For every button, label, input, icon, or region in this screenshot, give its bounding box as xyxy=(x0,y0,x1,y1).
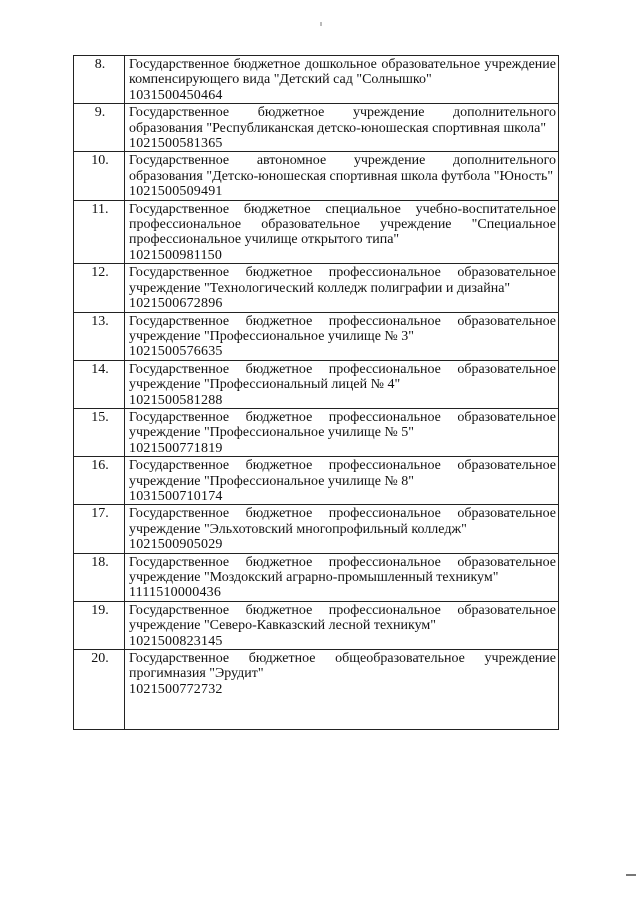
row-content xyxy=(125,650,559,730)
row-content xyxy=(125,264,559,312)
institution-name: Государственное бюджетное профессиональное образовательное учреждение "Моздокский аграрно-промышленный техникум" xyxy=(129,554,556,585)
institution-name: Государственное бюджетное дошкольное образовательное учреждение компенсирующего вида "Детский сад "Солнышко" xyxy=(129,57,556,88)
table-row xyxy=(74,264,559,312)
registration-number: 1021500672896 xyxy=(129,296,223,312)
row-number: 8. xyxy=(74,56,125,104)
row-number: 19. xyxy=(74,601,125,649)
table-row xyxy=(74,104,559,152)
row-number: 10. xyxy=(74,152,125,200)
scan-speck xyxy=(320,22,322,26)
table-row xyxy=(74,553,559,601)
institution-name: Государственное бюджетное профессиональное образовательное учреждение "Профессиональное училище № 3" xyxy=(129,313,556,344)
row-content xyxy=(125,152,559,200)
row-content xyxy=(125,457,559,505)
row-number: 9. xyxy=(74,104,125,152)
table-row xyxy=(74,457,559,505)
institution-name: Государственное бюджетное профессиональное образовательное учреждение "Технологический колледж полиграфии и дизайна" xyxy=(129,265,556,296)
institution-name: Государственное бюджетное профессиональное образовательное учреждение "Профессиональное училище № 5" xyxy=(129,409,556,441)
table-row xyxy=(74,56,559,104)
table-row xyxy=(74,505,559,553)
registration-number: 1021500771819 xyxy=(129,440,223,456)
row-number: 18. xyxy=(74,553,125,601)
row-content xyxy=(125,601,559,649)
row-number: 13. xyxy=(74,312,125,360)
row-number: 17. xyxy=(74,505,125,553)
table-row xyxy=(74,650,559,730)
row-content xyxy=(125,408,559,456)
row-number: 11. xyxy=(74,200,125,264)
registration-number: 1021500581288 xyxy=(129,392,223,408)
registration-number: 1111510000436 xyxy=(129,585,222,601)
row-number: 20. xyxy=(74,650,125,730)
institution-name: Государственное бюджетное профессиональное образовательное учреждение "Эльхотовский многопрофильный колледж" xyxy=(129,506,556,537)
row-content xyxy=(125,200,559,264)
row-content xyxy=(125,312,559,360)
row-content xyxy=(125,360,559,408)
scan-edge-mark xyxy=(626,874,636,876)
registration-number: 1031500450464 xyxy=(129,87,223,103)
table-row xyxy=(74,601,559,649)
registration-number: 1021500509491 xyxy=(129,184,223,200)
registration-number: 1021500981150 xyxy=(129,247,223,263)
institution-name: Государственное бюджетное профессиональное образовательное учреждение "Северо-Кавказский лесной техникум" xyxy=(129,602,556,634)
registration-number: 1021500772732 xyxy=(129,681,223,697)
row-number: 16. xyxy=(74,457,125,505)
registration-number: 1021500905029 xyxy=(129,537,223,553)
row-content xyxy=(125,56,559,104)
row-number: 14. xyxy=(74,360,125,408)
institutions-table xyxy=(73,55,559,730)
table-row xyxy=(74,360,559,408)
registration-number: 1021500581365 xyxy=(129,136,223,152)
institution-name: Государственное бюджетное профессиональное образовательное учреждение "Профессиональное училище № 8" xyxy=(129,458,556,489)
table-row xyxy=(74,200,559,264)
table-row xyxy=(74,408,559,456)
registration-number: 1021500823145 xyxy=(129,633,223,649)
institution-name: Государственное бюджетное профессиональное образовательное учреждение "Профессиональный лицей № 4" xyxy=(129,361,556,393)
row-content xyxy=(125,104,559,152)
row-content xyxy=(125,505,559,553)
institution-name: Государственное бюджетное общеобразовательное учреждение прогимназия "Эрудит" xyxy=(129,651,556,682)
registration-number: 1021500576635 xyxy=(129,344,223,360)
institution-name: Государственное бюджетное специальное учебно-воспитательное профессиональное образовательное учреждение "Специальное профессиональное училище открытого типа" xyxy=(129,201,556,248)
institution-name: Государственное бюджетное учреждение дополнительного образования "Республиканская детско-юношеская спортивная школа" xyxy=(129,105,556,136)
institution-name: Государственное автономное учреждение дополнительного образования "Детско-юношеская спортивная школа футбола "Юность" xyxy=(129,153,556,184)
table-row xyxy=(74,312,559,360)
row-number: 15. xyxy=(74,408,125,456)
registration-number: 1031500710174 xyxy=(129,488,223,504)
table-row xyxy=(74,152,559,200)
row-content xyxy=(125,553,559,601)
row-number: 12. xyxy=(74,264,125,312)
